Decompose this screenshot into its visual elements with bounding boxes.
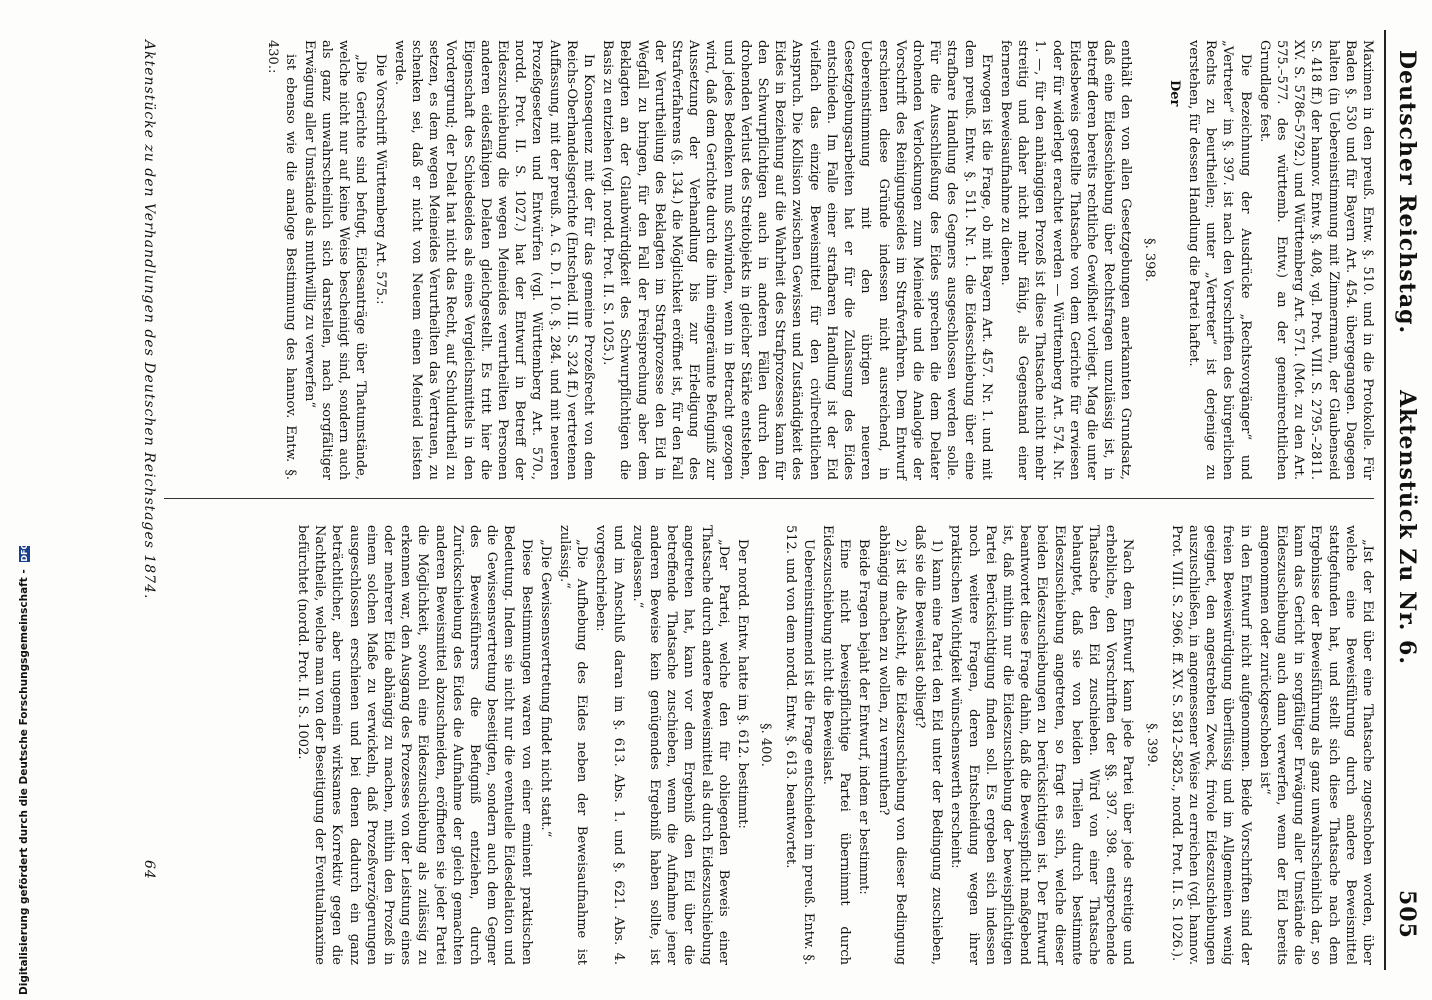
section-heading-400: §. 400. — [758, 723, 774, 767]
digitization-credit — [0, 0, 28, 1000]
paragraph: „Die Gerichte sind befugt, Eidesanträge über Thatumstände, welche nicht nur auf keine Weise bescheinigt sind, sondern auch als ganz unwahrscheinlich sich darstellen, nach sorgfältiger Erwägung aller Umstände als muthwillig zu verwerfen“ — [301, 40, 369, 480]
running-head — [1388, 30, 1424, 939]
page-number: 505 — [1394, 890, 1420, 939]
quotation: „Die Gewissensvertretung findet nicht statt.“ — [537, 539, 553, 838]
paragraph: Uebereinstimmend ist die Frage entschieden im preuß. Entw. §. 512. und von dem nordd. Entw. §. 613. beantwortet. — [783, 525, 816, 965]
credit-text: Digitalisierung gefördert durch die Deutsche Forschungsgemeinschaft - — [18, 569, 30, 995]
quotation: Eine nicht beweispflichtige Partei übernimmt durch Eideszuschiebung nicht die Beweislast. — [819, 525, 853, 965]
running-head-title: Deutscher Reichstag. — [1394, 50, 1420, 335]
paragraph: Die Vorschrift Württemberg Art. 575.: — [372, 54, 388, 305]
left-column — [262, 40, 1376, 480]
rotated-page-content — [47, 0, 1432, 1000]
column-divider — [164, 498, 1374, 499]
quotation: „Ist der Eid über eine Thatsache zugeschoben worden, über welche eine Beweisführung durch andere Beweismittel stattgefunden hat, und stellt sich diese Thatsache nach dem Ergebnisse der Beweisführung als ganz unwahrscheinlich dar, so kann das Gericht in sorgfältiger Erwägung aller Umstände die Eideszuschiebung auch dann verwerfen, wenn der Eid bereits angenommen oder zurückgeschoben ist“ — [1256, 525, 1375, 965]
header-rule — [1384, 30, 1386, 970]
credit-text-wrapper — [18, 5, 30, 995]
list-item: 2) ist die Absicht, die Eideszuschiebung von dieser Bedingung abhängig machen zu wollen, zu vermuthen? — [875, 525, 908, 965]
signature-mark: 64 — [141, 860, 157, 880]
word-der: Der — [1166, 80, 1182, 107]
paragraph: Nach dem Entwurf kann jede Partei über jede streitige und erhebliche, den Vorschriften der §§. 397. 398. entsprechende Thatsache den Eid zuschieben. Wird von einer Thatsache behauptet, daß sie von beiden Theilen durch bestimmte Eideszuschiebung angetreten, so fragt es sich, welche dieser beiden Eideszuschiebungen zu berücksichtigen ist. Der Entwurf beantwortet diese Frage dahin, daß die Beweispflicht maßgebend ist, daß mithin nur die Eideszuschiebung der beweispflichtigen Partei Berücksichtigung finden soll. Es ergeben sich indessen noch weitere Fragen, deren Entscheidung wegen ihrer praktischen Wichtigkeit wünschenswerth erscheint: — [948, 525, 1136, 965]
dfg-logo-icon: DFG — [19, 542, 29, 562]
footer-title: Aktenstücke zu den Verhandlungen des Deutschen Reichstages 1874. — [141, 40, 157, 600]
running-head-document: Aktenstück Zu Nr. 6. — [1394, 390, 1420, 665]
right-column — [292, 525, 1376, 965]
paragraph: Beide Fragen bejaht der Entwurf, indem er bestimmt: — [856, 539, 872, 895]
paragraph: Diese Bestimmungen waren von einer eminent praktischen Bedeutung. Indem sie nicht nur die eventuelle Eidesdelation und die Gewissensvertretung beseitigten, sondern auch dem Gegner des Beweisführers die Befugniß entziehen, durch Zurückschiebung des Eides die Aufnahme der gleich gemachten anderen Beweismittel abzuschneiden, eröffneten sie jeder Partei die Möglichkeit, sowohl eine Eideszuschiebung als zulässig zu erkennen war, den Ausgang des Prozesses von der Leistung eines oder mehrerer Eide abhängig zu machen, mithin den Prozeß in einem solchen Maße zu verwickeln, daß Prozeßverzögerungen ausgeschlossen erschienen und bei denen dadurch ein ganz beträchtlicher, aber ungemein wirksames Korrektiv gegen die Nachtheile, welche man von der Beseitigung der Eventualmaxime befürchtet (nordd. Prot. II. S. 1002. — [295, 525, 534, 965]
paragraph: Erwogen ist die Frage, ob mit Bayern Art. 457. Nr. 1. und mit dem preuß. Entw. §. 511. Nr. 1. die Eidesschiebung über eine strafbare Handlung des Gegners ausgeschlossen werden solle. Für die Ausschließung des Eides sprechen die dem Delater drohenden Verlockungen zum Meineide und die Analogie der Vorschrift des Reinigungseides im Strafverfahren. Dem Entwurf erschienen diese Gründe indessen nicht ausreichend, in Uebereinstimmung mit den übrigen neueren Gesetzgebungsarbeiten hat er für die Zulassung des Eides entschieden. Im Falle einer strafbaren Handlung ist der Eid vielfach das einzige Beweismittel für den civilrechtlichen Anspruch. Die Kollision zwischen Gewissen und Zuständigkeit des Eides in Beziehung auf die Wahrheit des Strafprozesses kann für den Schwurpflichtigen auch in anderen Fällen durch den drohenden Verlust des Streitobjekts in gleicher Stärke entstehen, und jedes Bedenken muß schwinden, wenn in Betracht gezogen wird, daß dem Gerichte durch die ihm eingeräumte Befugniß zur Aussetzung der Verhandlung bis zur Erledigung des Strafverfahrens (§. 134.) die Möglichkeit eröffnet ist, für den Fall der Verurtheilung des Beklagten im Strafprozesse den Eid in Wegfall zu bringen, für den Fall der Freisprechung aber dem Beklagten an der Glaubwürdigkeit des Schwurpflichtigen die Basis zu entziehen (vgl. nordd. Prot. II. S. 1025.). — [600, 40, 994, 480]
paragraph: in den Entwurf nicht aufgenommen. Beide Vorschriften sind der freien Beweiswürdigung überflüssig und im Allgemeinen wenig geeignet, den angestrebten Zweck, frivole Eideszuschiebungen auszuschließen, in angemessener Weise zu erreichen (vgl. hannov. Prot. VIII. S. 2966. ff. XV. S. 5812–5825., nordd. Prot. II. S. 1026.). — [1168, 525, 1253, 965]
paragraph: Die Bezeichnung der Ausdrücke „Rechtsvorgänger“ und „Vertreter“ im §. 397. ist nach den Vorschriften des bürgerlichen Rechts zu beurtheilen; unter „Vertreter“ ist derjenige zu verstehen, für dessen Handlung die Partei haftet. — [1185, 40, 1253, 480]
quotation: „Der Partei, welche den für obliegenden Beweis einer Thatsache durch andere Beweismittel als durch Eideszuschiebung angetreten hat, kann vor dem Ergebniß den Eid über die betreffende Thatsache zuschieben, wenn die Aufnahme jener anderen Beweise kein genügendes Ergebniß haben sollte, ist zugelassen.“ — [629, 525, 731, 965]
paragraph: enthält den von allen Gesetzgebungen anerkannten Grundsatz, daß eine Eidesschiebung über Rechtsfragen unzulässig ist, in Betreff deren bereits rechtliche Gewißheit vorliegt. Mag die unter Eidesbeweis gestellte Thatsache von dem Gerichte für erwiesen oder für widerlegt erachtet werden — Württemberg Art. 574. Nr. 1. —, für den anhängigen Prozeß ist diese Thatsache nicht mehr streitig und daher nicht mehr fähig, als Gegenstand einer ferneren Beweisaufnahme zu dienen. — [997, 40, 1134, 480]
list-item: 1) kann eine Partei den Eid unter der Bedingung zuschieben, daß sie die Beweislast obliegt? — [911, 525, 945, 965]
section-heading-399: §. 399. — [1143, 723, 1159, 767]
paragraph: und im Anschluß daran im §. 613. Abs. 1. und §. 621. Abs. 4. vorgeschrieben: — [593, 525, 626, 965]
quotation: „Die Aufhebung des Eides neben der Beweisaufnahme ist zulässig.“ — [557, 525, 590, 965]
paragraph: Maximen in den preuß. Entw. §. 510. und in die Protokolle. Für Baden §. 530 und für Bayern Art. 454. übergegangen. Dagegen halten (in Uebereinstimmung mit Zimmermann, der Glaubenseid S. 418 ff.) der hannov. Entw. §. 408, vgl. Prot. VIII. S. 2795.–2811. XV. S. 5786–5792.) und Württemberg Art. 571. (Mot. zu den Art. 575.–577. des württemb. Entw.) an der gemeinrechtlichen Grundlage fest. — [1256, 40, 1375, 480]
page-footer — [127, 40, 157, 960]
section-heading-398: §. 398. — [1141, 238, 1157, 282]
paragraph — [1166, 40, 1183, 480]
paragraph: In Konsequenz mit der für das gemeine Prozeßrecht von dem Reichs-Oberhandelsgerichte (Entscheid. III. S. 324 ff.) vertretenen Auffassung, mit der preuß. A. G. D. I. 10. §. 284. und mit neueren Prozeßgesetzen und Entwürfen (vgl. Württemberg Art. 570., nordd. Prot. II. S. 1027.) hat der Entwurf in Betreff der Eideszuschiebung die wegen Meineides verurtheilten Personen anderen eidesfähigen Delaten gleichgestellt. Es tritt hier die Eigenschaft des Schiedseides als eines Vergleichsmittels in den Vordergrund; der Delat hat nicht das Recht, auf Schuldurtheil zu setzen, es dem wegen Meineides Verurtheilten das Vertrauen, zu schenken sei, daß er nicht von Neuem einen Meineid leisten werde. — [391, 40, 597, 480]
paragraph: Der nordd. Entw. hatte im §. 612. bestimmt: — [735, 539, 751, 829]
quotation: ist ebenso wie die analoge Bestimmung des hannov. Entw. §. 430.: — [265, 40, 298, 480]
